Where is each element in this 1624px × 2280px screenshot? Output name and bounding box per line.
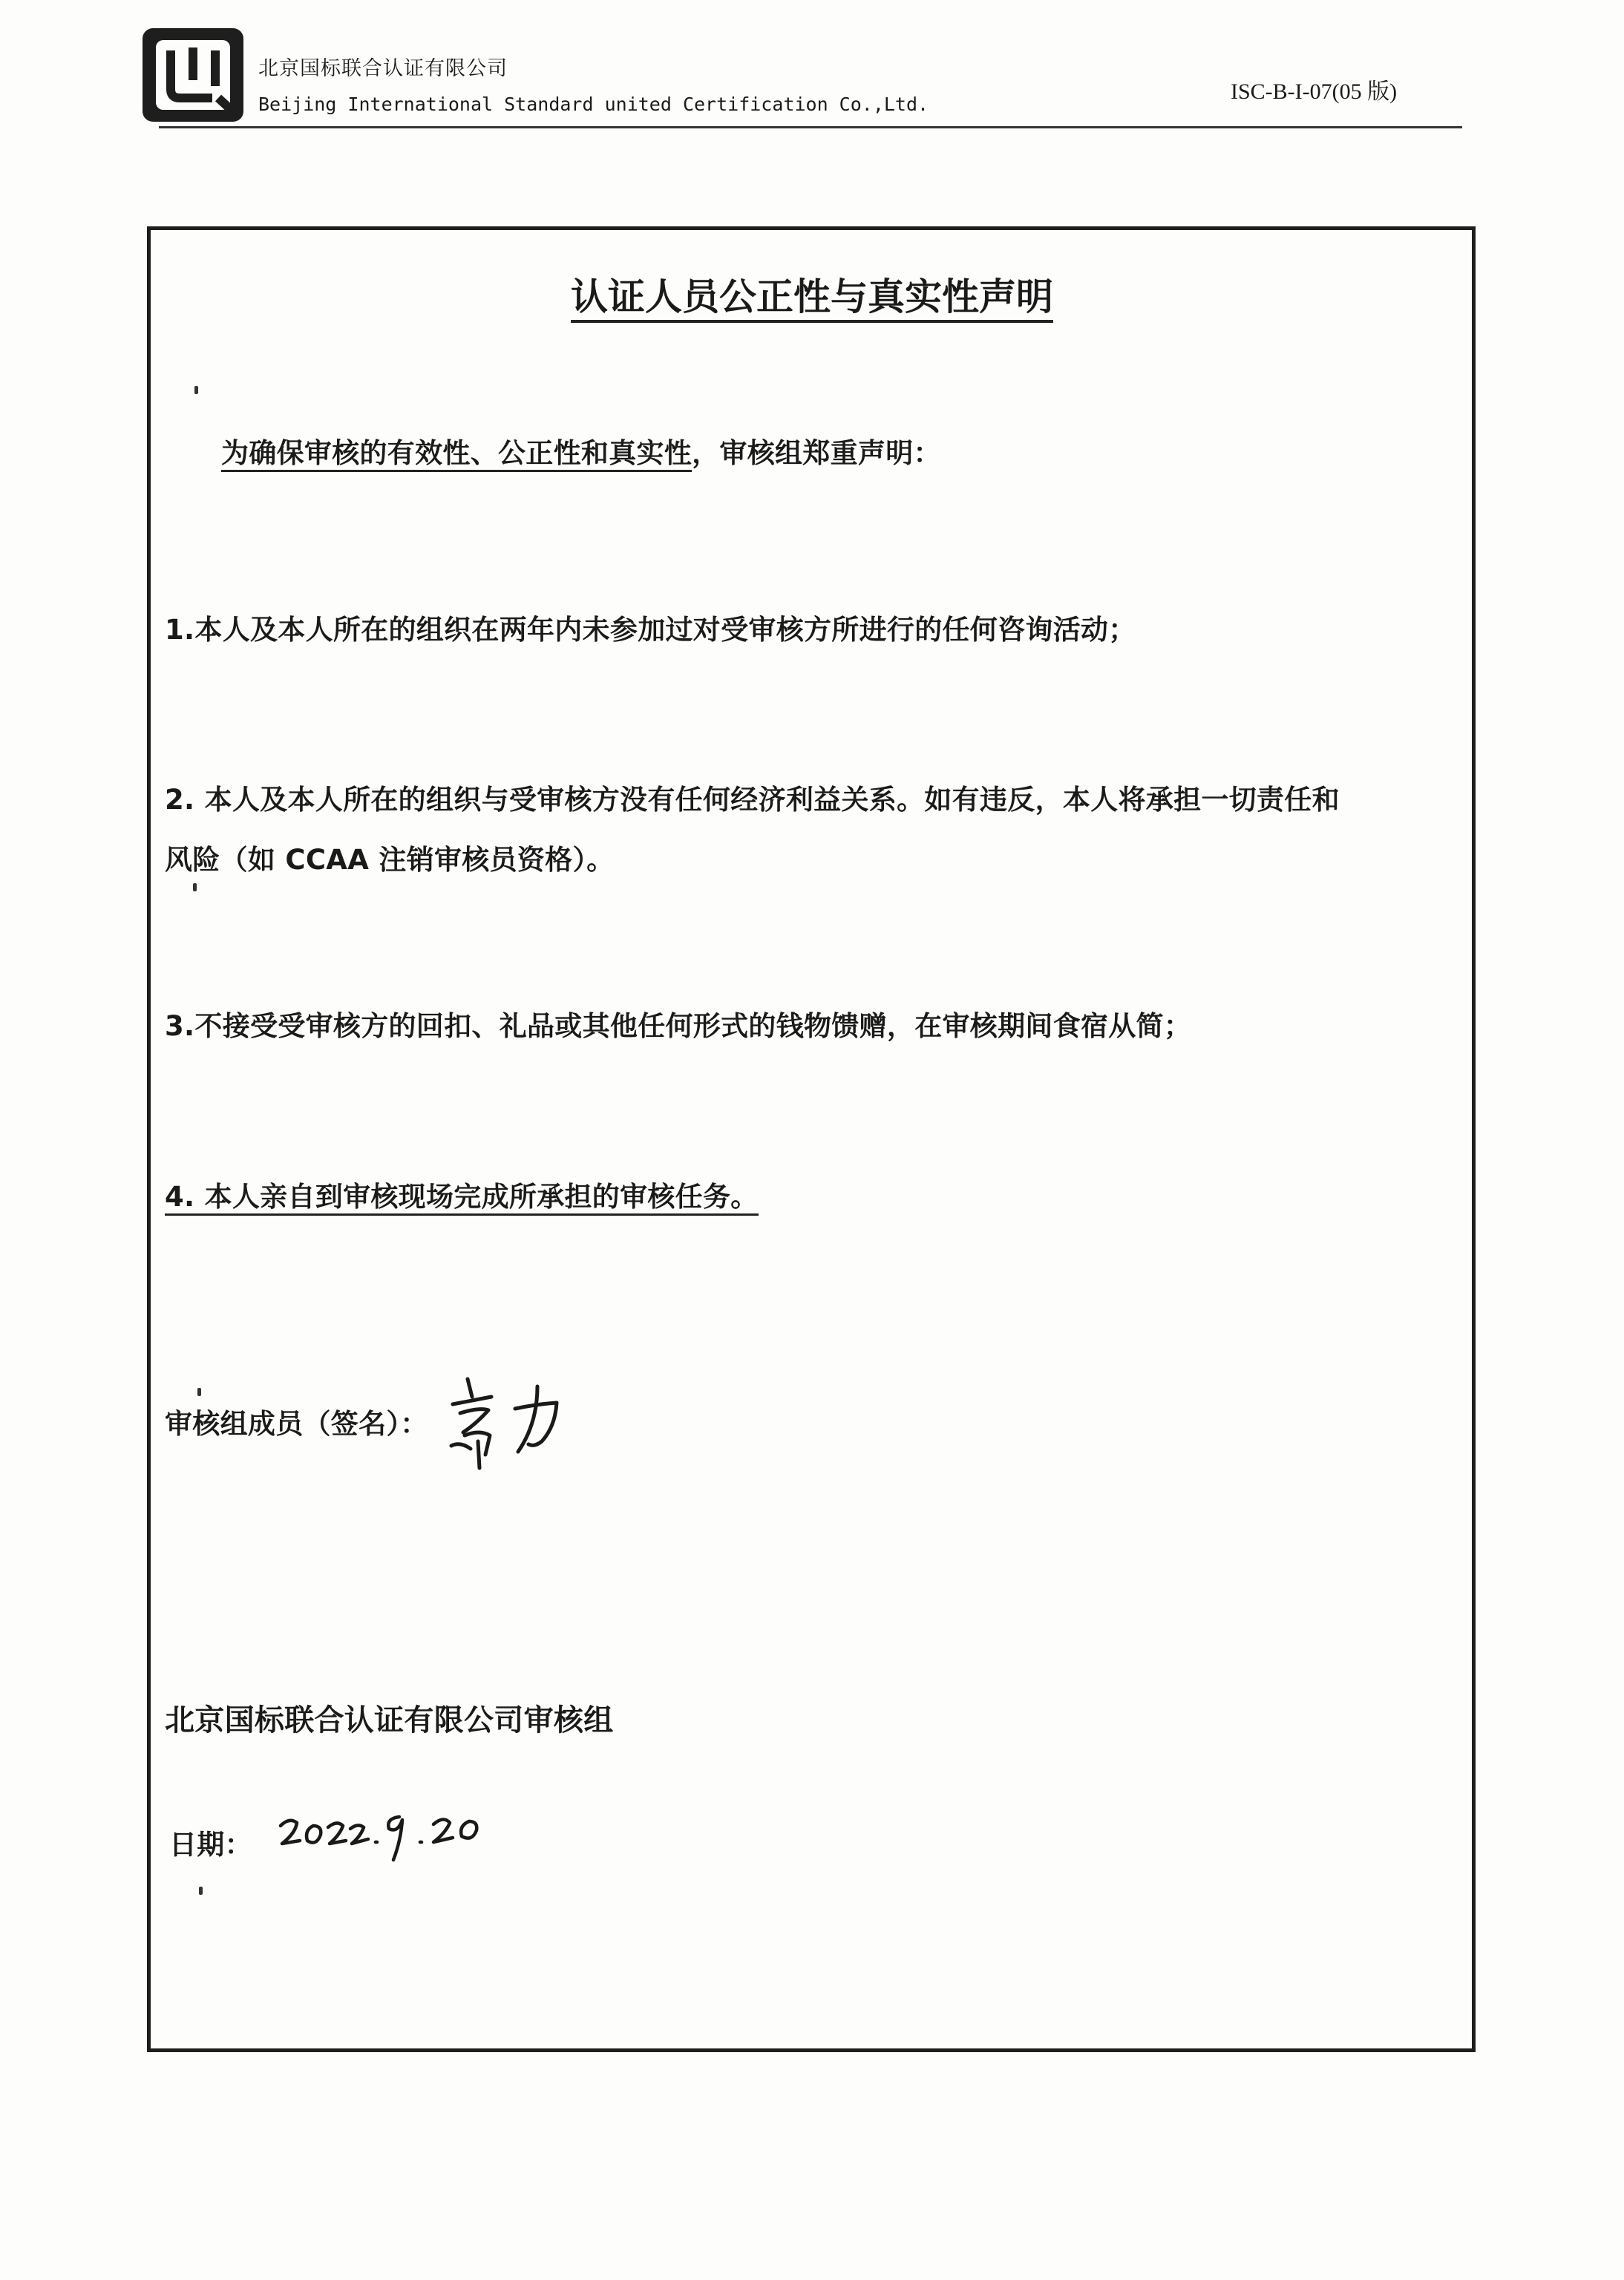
scan-speck [194, 386, 198, 394]
company-name-cn: 北京国标联合认证有限公司 [258, 57, 508, 80]
company-logo-icon [141, 27, 245, 123]
scan-speck [199, 1887, 203, 1895]
intro-statement [221, 430, 941, 471]
handwritten-date [275, 1804, 497, 1863]
declaration-frame [147, 226, 1476, 2052]
scan-speck [197, 1388, 201, 1396]
handwritten-signature [438, 1364, 579, 1483]
signer-label: 审核组成员（签名）： [165, 1408, 428, 1440]
declaration-item-4: 4. 本人亲自到审核现场完成所承担的审核任务。 [165, 1174, 759, 1214]
header-divider [159, 126, 1462, 128]
intro-rest-text: ，审核组郑重声明： [692, 437, 941, 469]
form-code: ISC-B-I-07(05 版) [1231, 79, 1398, 104]
declaration-item-1: 1.本人及本人所在的组织在两年内未参加过对受审核方所进行的任何咨询活动； [165, 614, 1136, 646]
intro-underlined-text: 为确保审核的有效性、公正性和真实性 [221, 437, 692, 472]
declaration-item-2-continued: 风险（如 CCAA 注销审核员资格）。 [165, 844, 615, 876]
date-label: 日期： [169, 1829, 252, 1861]
document-title: 认证人员公正性与真实性声明 [0, 267, 1624, 321]
declaration-item-3: 3.不接受受审核方的回扣、礼品或其他任何形式的钱物馈赠，在审核期间食宿从简； [165, 1010, 1192, 1042]
company-name-en: Beijing International Standard united Certification Co.,Ltd. [258, 94, 929, 115]
organization-group: 北京国标联合认证有限公司审核组 [165, 1703, 614, 1737]
declaration-item-2: 2. 本人及本人所在的组织与受审核方没有任何经济利益关系。如有违反，本人将承担一切责任和 [165, 784, 1340, 816]
scan-speck [193, 883, 197, 891]
